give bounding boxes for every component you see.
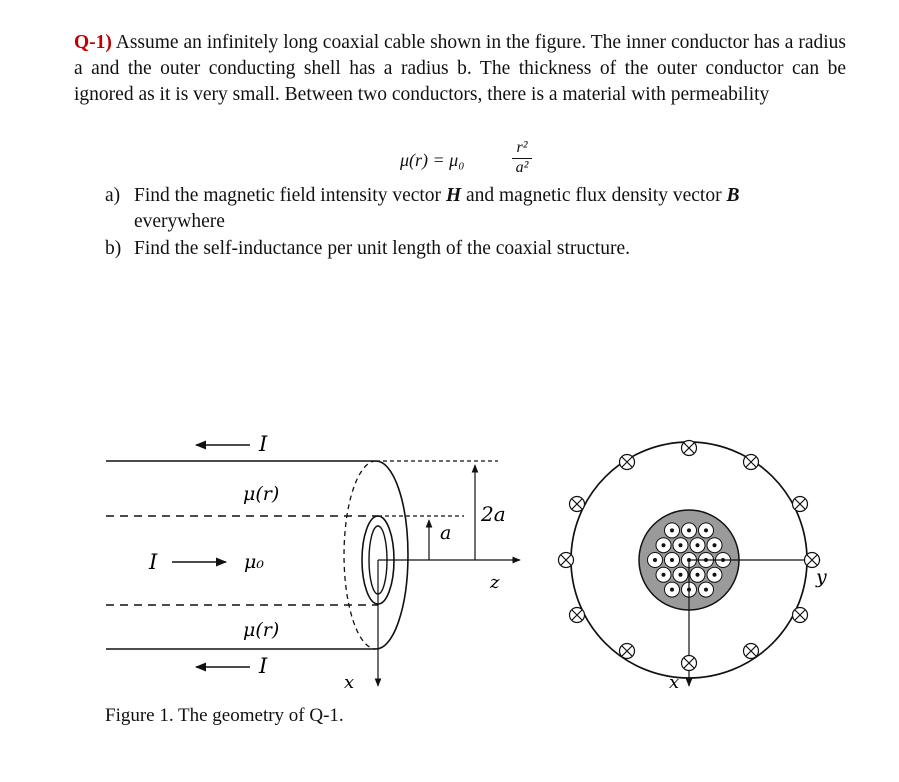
label-current-bottom: I [259, 654, 268, 678]
item-a-b-symbol: B [726, 185, 740, 206]
current-dot-center [704, 528, 708, 532]
current-dot-center [662, 543, 666, 547]
item-a-h-symbol: H [445, 185, 462, 206]
current-dot-center [687, 528, 691, 532]
current-dot-center [679, 543, 683, 547]
item-a-text-1: Find the magnetic field intensity vector [134, 185, 446, 206]
item-a-text-3: everywhere [134, 211, 225, 232]
cable-cross-section [559, 441, 828, 694]
cap-outer-hidden [344, 461, 376, 649]
current-dot-center [713, 543, 717, 547]
current-dot-center [696, 573, 700, 577]
question-text: Assume an infinitely long coaxial cable shown in the figure. The inner conductor has a radius a and the outer conducting shell has a radius b. The thickness of the outer conductor can be ignored as it is very small. Between two conductors, there is a material with permeability [74, 32, 846, 105]
label-y-axis: y [816, 566, 827, 588]
label-a-dim: a [440, 522, 452, 544]
label-z-axis: z [490, 572, 500, 593]
cable-side-view [106, 432, 520, 693]
current-dot-center [704, 588, 708, 592]
figure-caption: Figure 1. The geometry of Q-1. [105, 705, 344, 726]
label-current-left: I [149, 550, 158, 574]
current-dot-center [670, 528, 674, 532]
cap-outer-visible [376, 461, 408, 649]
question-label: Q-1) [74, 32, 112, 53]
current-dot-center [670, 588, 674, 592]
current-dot-center [713, 573, 717, 577]
label-x-right: x [669, 672, 680, 693]
item-a-text-2: and magnetic flux density vector [461, 185, 727, 206]
item-b-text: Find the self-inductance per unit length of the coaxial structure. [134, 238, 631, 259]
label-x-left: x [344, 672, 355, 693]
item-b-label: b) [105, 238, 122, 259]
label-2a-dim: 2a [481, 502, 506, 526]
current-dot-center [679, 573, 683, 577]
label-mu-center: μ₀ [244, 551, 264, 573]
formula-denominator: a² [515, 159, 529, 176]
formula-lhs: μ(r) = μ₀ [400, 150, 465, 170]
label-mu-top: μ(r) [243, 483, 280, 505]
label-current-top: I [259, 432, 268, 456]
formula-numerator: r² [516, 139, 528, 156]
current-dot-center [653, 558, 657, 562]
current-dot-center [696, 543, 700, 547]
label-mu-bottom: μ(r) [243, 619, 280, 641]
current-dot-center [662, 573, 666, 577]
current-dot-center [670, 558, 674, 562]
item-a-label: a) [105, 185, 121, 206]
